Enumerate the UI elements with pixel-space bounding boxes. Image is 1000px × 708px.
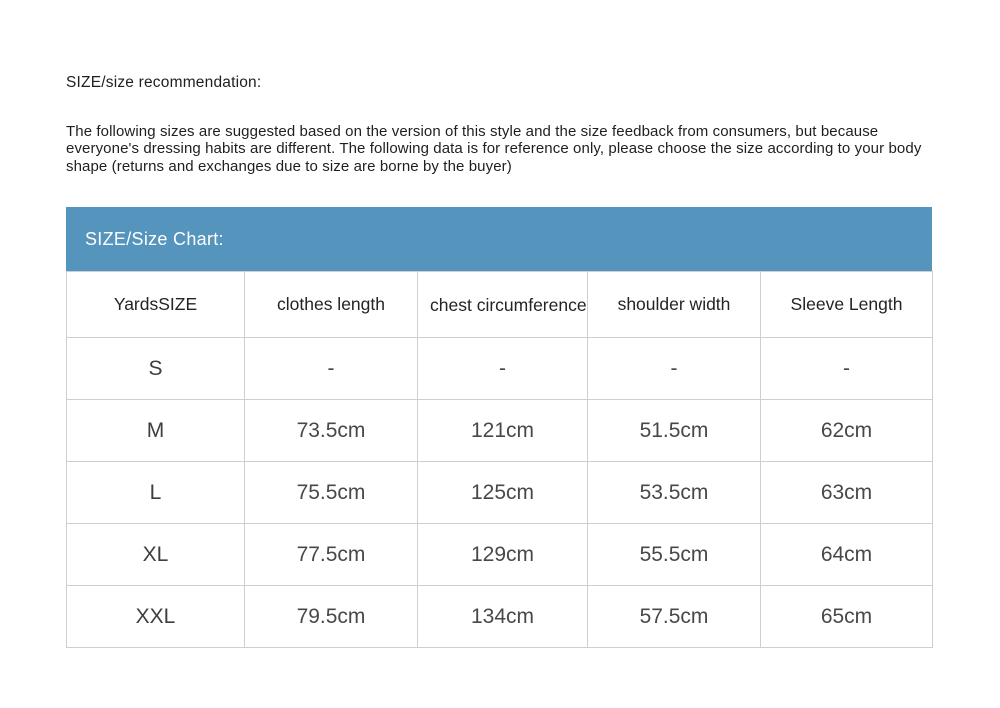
- table-cell: 57.5cm: [588, 586, 761, 648]
- table-row: [67, 586, 933, 648]
- table-cell: 73.5cm: [245, 400, 418, 462]
- table-cell: 129cm: [418, 524, 588, 586]
- table-cell: -: [245, 338, 418, 400]
- page-title: SIZE/size recommendation:: [66, 74, 262, 91]
- table-cell: 125cm: [418, 462, 588, 524]
- table-cell: XL: [67, 524, 245, 586]
- table-cell: 134cm: [418, 586, 588, 648]
- table-cell: 64cm: [761, 524, 933, 586]
- description-text: The following sizes are suggested based on the version of this style and the size feedback from consumers, but because everyone's dressing habits are different. The following data is for reference only, please choose the size according to your body shape (returns and exchanges due to size are borne by the buyer): [66, 123, 922, 175]
- table-cell: 121cm: [418, 400, 588, 462]
- size-chart-title: SIZE/Size Chart:: [85, 228, 224, 249]
- table-row: [67, 462, 933, 524]
- size-chart-header-bar: [66, 207, 932, 271]
- table-cell: 63cm: [761, 462, 933, 524]
- table-row: [67, 400, 933, 462]
- table-cell: 77.5cm: [245, 524, 418, 586]
- table-cell: 79.5cm: [245, 586, 418, 648]
- table-cell: 53.5cm: [588, 462, 761, 524]
- column-header-clothes-length: clothes length: [245, 272, 418, 338]
- table-cell: 51.5cm: [588, 400, 761, 462]
- table-cell: 65cm: [761, 586, 933, 648]
- table-cell: S: [67, 338, 245, 400]
- table-cell: 55.5cm: [588, 524, 761, 586]
- table-cell: M: [67, 400, 245, 462]
- column-header-chest-circumference: chest circumference: [418, 272, 588, 338]
- table-cell: XXL: [67, 586, 245, 648]
- table-header-row: [67, 272, 933, 338]
- content-area: [66, 0, 932, 648]
- column-header-shoulder-width: shoulder width: [588, 272, 761, 338]
- table-cell: L: [67, 462, 245, 524]
- table-cell: -: [588, 338, 761, 400]
- column-header-size: YardsSIZE: [67, 272, 245, 338]
- table-cell: -: [418, 338, 588, 400]
- table-cell: 62cm: [761, 400, 933, 462]
- table-cell: -: [761, 338, 933, 400]
- column-header-sleeve-length: Sleeve Length: [761, 272, 933, 338]
- table-row: [67, 524, 933, 586]
- size-table: [66, 271, 933, 648]
- table-cell: 75.5cm: [245, 462, 418, 524]
- table-row: [67, 338, 933, 400]
